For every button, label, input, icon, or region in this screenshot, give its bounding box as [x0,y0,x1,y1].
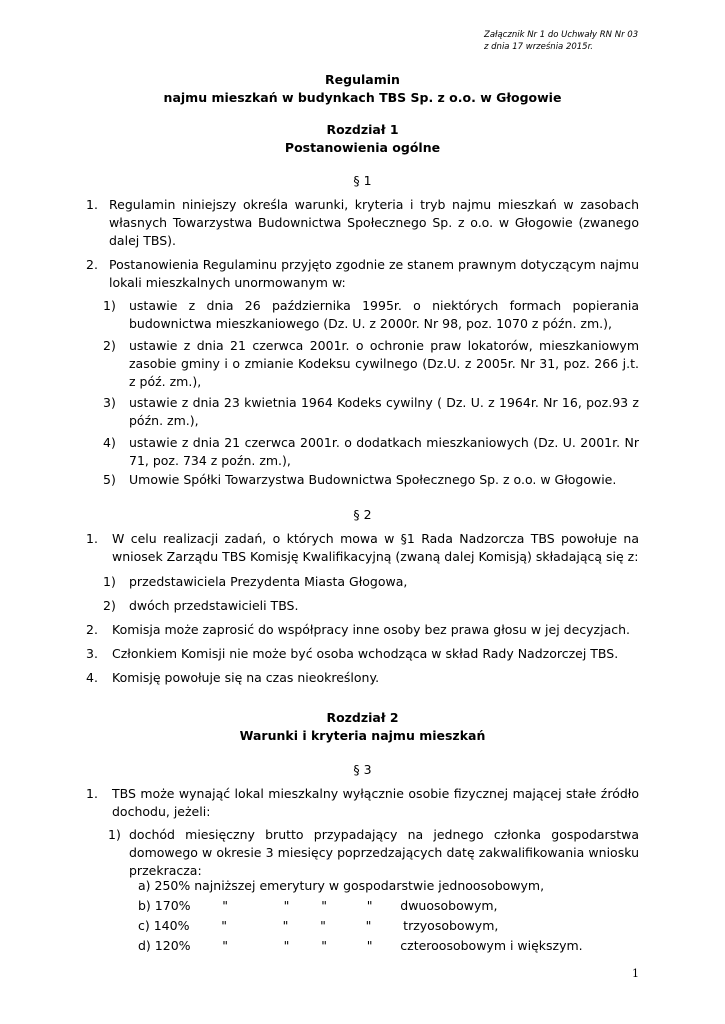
document-subtitle: najmu mieszkań w budynkach TBS Sp. z o.o. w Głogowie [163,90,562,105]
list-item: W celu realizacji zadań, o których mowa w §1 Rada Nadzorcza TBS powołuje na wniosek Zarządu TBS Komisję Kwalifikacyjną (zwaną dalej Komisją) składającą się z: [112,531,639,565]
sub-item: dwóch przedstawicieli TBS. [129,598,299,613]
paragraph-sign-2: § 2 [353,507,372,522]
sub-item: ustawie z dnia 21 czerwca 2001r. o ochronie praw lokatorów, mieszkaniowym zasobie gminy i o zmianie Kodeksu cywilnego (Dz.U. z 2005r. Nr 31, poz. 266 j.t. z póź. zm.), [129,338,639,390]
list-item: Komisję powołuje się na czas nieokreślony. [112,670,380,685]
sub-item-number: 2) [103,338,116,353]
sub-item: ustawie z dnia 21 czerwca 2001r. o dodatkach mieszkaniowych (Dz. U. 2001r. Nr 71, poz. 734 z poźn. zm.), [129,435,639,469]
list-item-number: 2. [86,622,98,637]
sub-item-number: 2) [103,598,116,613]
sub-item: przedstawiciela Prezydenta Miasta Głogowa, [129,574,408,589]
list-item: Regulamin niniejszy określa warunki, kryteria i tryb najmu mieszkań w zasobach własnych Towarzystwa Budownictwa Społecznego Sp. z o.o. w Głogowie (zwanego dalej TBS). [109,197,639,249]
list-item-number: 1. [86,531,98,546]
paragraph-sign-3: § 3 [353,762,372,777]
list-item: Komisja może zaprosić do współpracy inne osoby bez prawa głosu w jej decyzjach. [112,622,630,637]
sub-item-number: 1) [103,574,116,589]
list-item-number: 3. [86,646,98,661]
document-title: Regulamin [325,72,400,87]
list-item-number: 2. [86,257,98,272]
list-item-number: 1. [86,197,98,212]
list-item-number: 4. [86,670,98,685]
chapter-2-heading: Rozdział 2 [326,710,399,725]
chapter-1-subheading: Postanowienia ogólne [284,140,441,155]
income-threshold-c: c) 140% " " " " trzyosobowym, [138,918,499,933]
paragraph-sign-1: § 1 [353,173,372,188]
sub-item-number: 1) [108,827,121,842]
income-threshold-b: b) 170% " " " " dwuosobowym, [138,898,498,913]
page-number: 1 [632,967,639,980]
sub-item: dochód miesięczny brutto przypadający na jednego członka gospodarstwa domowego w okresie 3 miesięcy poprzedzających datę zakwalifikowania wniosku przekracza: [129,827,639,879]
income-threshold-a: a) 250% najniższej emerytury w gospodarstwie jednoosobowym, [138,878,545,893]
chapter-2-subheading: Warunki i kryteria najmu mieszkań [239,728,486,743]
list-item: TBS może wynająć lokal mieszkalny wyłącznie osobie fizycznej mającej stałe źródło dochodu, jeżeli: [112,786,639,820]
annex-line-2: z dnia 17 września 2015r. [484,42,594,52]
sub-item-number: 1) [103,298,116,313]
sub-item: ustawie z dnia 26 października 1995r. o niektórych formach popierania budownictwa mieszkaniowego (Dz. U. z 2000r. Nr 98, poz. 1070 z późn. zm.), [129,298,639,332]
sub-item-number: 5) [103,472,116,487]
income-threshold-d: d) 120% " " " " czteroosobowym i większym. [138,938,583,953]
list-item: Członkiem Komisji nie może być osoba wchodząca w skład Rady Nadzorczej TBS. [112,646,619,661]
list-item-number: 1. [86,786,98,801]
sub-item-number: 3) [103,395,116,410]
list-item: Postanowienia Regulaminu przyjęto zgodnie ze stanem prawnym dotyczącym najmu lokali mieszkalnych unormowanym w: [109,257,639,291]
sub-item-number: 4) [103,435,116,450]
annex-line-1: Załącznik Nr 1 do Uchwały RN Nr 03 [484,30,639,40]
sub-item: ustawie z dnia 23 kwietnia 1964 Kodeks cywilny ( Dz. U. z 1964r. Nr 16, poz.93 z późn. zm.), [129,395,639,429]
chapter-1-heading: Rozdział 1 [326,122,399,137]
sub-item: Umowie Spółki Towarzystwa Budownictwa Społecznego Sp. z o.o. w Głogowie. [129,472,617,487]
